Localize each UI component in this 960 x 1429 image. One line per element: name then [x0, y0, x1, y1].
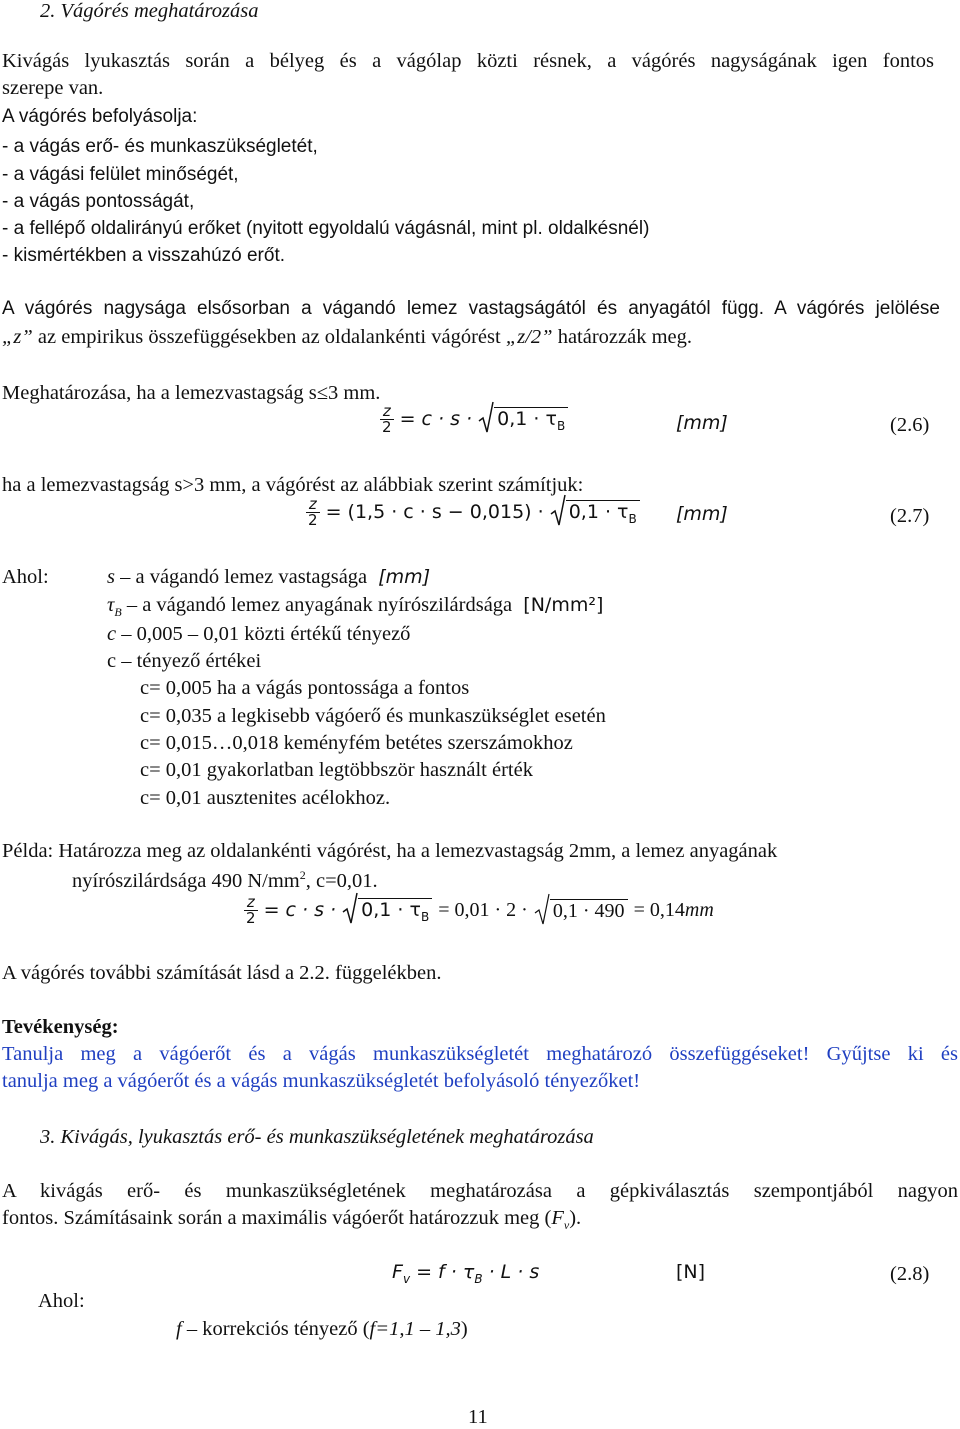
equation-2-7	[306, 497, 640, 528]
frac-den: 2	[246, 909, 256, 927]
c-value-item: c= 0,01 ausztenites acélokhoz.	[140, 787, 391, 809]
f-text: – korrekciós tényező (	[181, 1318, 370, 1340]
force-line-2	[2, 1207, 581, 1233]
frac-den: 2	[308, 511, 318, 529]
frac-num: z	[244, 895, 258, 911]
intro-line-1: Kivágás lyukasztás során a bélyeg és a vágólap közti résnek, a vágórés nagyságának igen fontos	[2, 50, 934, 72]
frac-num: z	[380, 404, 394, 420]
activity-line-2: tanulja meg a vágóerőt és a vágás munkaszükségletét befolyásoló tényezőket!	[2, 1070, 641, 1092]
f-text-end: )	[460, 1318, 468, 1340]
var-symbol: c	[107, 623, 117, 645]
further-reference: A vágórés további számítását lásd a 2.2. függelékben.	[2, 962, 442, 984]
f-value: f=1,1 – 1,3	[369, 1318, 461, 1340]
where-label-2: Ahol:	[38, 1290, 85, 1312]
var-text: – 0,005 – 0,01 közti értékű tényező	[116, 623, 411, 645]
result-unit: mm	[684, 899, 714, 921]
force-sub: v	[563, 1218, 570, 1233]
exponent: 2	[299, 868, 306, 882]
section-title-3: 3. Kivágás, lyukasztás erő- és munkaszükségletének meghatározása	[40, 1126, 594, 1148]
sqrt-radical-result	[534, 899, 628, 923]
radicand-sub: B	[628, 511, 637, 526]
example-equation	[244, 895, 714, 926]
size-paragraph-line-2	[2, 326, 692, 349]
activity-text-b: Gyűjtse ki és	[809, 1043, 958, 1065]
result-value: = 0,14	[633, 899, 685, 921]
influence-item: - kismértékben a visszahúzó erőt.	[2, 245, 286, 266]
equation-tail: · L · s	[488, 1261, 540, 1283]
equation-body: = c · s ·	[399, 408, 473, 430]
force-text-end: ).	[569, 1207, 582, 1229]
equation-label-2-6: (2.6)	[890, 414, 930, 436]
equation-body-sub: B	[474, 1271, 483, 1286]
z-half-symbol: „z/2”	[505, 326, 553, 348]
equation-label-2-8: (2.8)	[890, 1263, 930, 1285]
equation-lhs-sub: v	[402, 1271, 411, 1286]
equation-body: = c · s ·	[263, 899, 337, 921]
unit-mm: [mm]	[676, 412, 728, 434]
c-value-item: c= 0,035 a legkisebb vágóerő és munkaszükséglet esetén	[140, 705, 606, 727]
c-value-item: c= 0,015…0,018 keményfém betétes szerszámokhoz	[140, 732, 573, 754]
page-number: 11	[468, 1406, 488, 1428]
example-text: nyírószilárdsága 490 N/mm	[72, 869, 300, 892]
equation-2-8	[392, 1261, 539, 1286]
c-value-item: c= 0,01 gyakorlatban legtöbbször használt érték	[140, 759, 533, 781]
size-paragraph-text: az empirikus összefüggésekben az oldalankénti vágórést	[32, 326, 506, 348]
f-correction-line	[176, 1318, 468, 1341]
size-paragraph-line-1: A vágórés nagysága elsősorban a vágandó lemez vastagságától és anyagától függ. A vágórés jelölése	[2, 298, 940, 319]
frac-num: z	[306, 497, 320, 513]
radicand: 0,1 · τ	[361, 898, 421, 921]
equation-2-6	[380, 404, 568, 435]
f-symbol: f	[176, 1318, 182, 1340]
influence-item: - a vágás erő- és munkaszükségletét,	[2, 136, 318, 157]
influence-item: - a fellépő oldalirányú erőket (nyitott egyoldalú vágásnál, mint pl. oldalkésnél)	[2, 218, 650, 239]
fraction-z-2	[380, 404, 394, 435]
example-text-end: , c=0,01.	[305, 869, 378, 892]
influence-item: - a vágás pontosságát,	[2, 191, 195, 212]
activity-line-1	[2, 1043, 958, 1066]
def-thin-sheet: Meghatározása, ha a lemezvastagság s≤3 mm.	[2, 382, 381, 404]
equation-body: = (1,5 · c · s − 0,015) ·	[325, 501, 544, 523]
radicand-result: 0,1 · 490	[550, 899, 628, 923]
equation-lhs: F	[392, 1261, 403, 1283]
activity-title: Tevékenység:	[2, 1016, 119, 1038]
force-text: fontos. Számításaink során a maximális vágóerőt határozzuk meg (	[2, 1207, 552, 1229]
radicand: 0,1 · τ	[568, 500, 629, 523]
size-paragraph-end: határozzák meg.	[552, 326, 692, 348]
result-text: = 0,01 · 2 ·	[438, 899, 528, 921]
sqrt-radical	[550, 500, 640, 526]
influence-item: - a vágási felület minőségét,	[2, 164, 239, 185]
var-c-line	[107, 623, 410, 646]
def-thick-sheet: ha a lemezvastagság s>3 mm, a vágórést az alábbiak szerint számítjuk:	[2, 474, 584, 496]
sqrt-radical	[342, 898, 432, 924]
where-label: Ahol:	[2, 566, 49, 588]
section-title-2: 2. Vágórés meghatározása	[40, 0, 259, 22]
intro-line-2: szerepe van.	[2, 77, 104, 99]
c-value-item: c= 0,005 ha a vágás pontossága a fontos	[140, 677, 470, 699]
var-symbol: s	[107, 566, 115, 588]
z-symbol: „z”	[2, 326, 33, 348]
force-line-1: A kivágás erő- és munkaszükségletének meghatározása a gépkiválasztás szempontjából nagyon	[2, 1180, 958, 1202]
influences-title: A vágórés befolyásolja:	[2, 106, 198, 127]
force-symbol: F	[551, 1207, 564, 1229]
var-text: – a vágandó lemez vastagsága	[114, 566, 368, 588]
radicand: 0,1 · τ	[497, 407, 557, 430]
radicand-sub: B	[420, 909, 430, 924]
var-unit: [mm]	[378, 566, 431, 588]
radicand-sub: B	[556, 418, 566, 433]
example-line-1: Példa: Határozza meg az oldalankénti vágórést, ha a lemezvastagság 2mm, a lemez anyagának	[2, 840, 778, 862]
sqrt-radical	[478, 407, 568, 433]
equation-body: = f · τ	[416, 1261, 475, 1283]
c-values-title: c – tényező értékei	[107, 650, 262, 672]
var-text: – a vágandó lemez anyagának nyírószilárdsága	[121, 594, 513, 616]
activity-text-a: Tanulja meg a vágóerőt és a vágás munkaszükségletét meghatározó összefüggéseket!	[2, 1043, 810, 1065]
equation-label-2-7: (2.7)	[890, 505, 930, 527]
var-s-line	[107, 566, 430, 589]
var-tau-line	[107, 594, 603, 620]
fraction-z-2	[244, 895, 258, 926]
var-unit: [N/mm²]	[523, 594, 604, 616]
unit-newton: [N]	[676, 1261, 706, 1283]
var-symbol: τ	[107, 594, 115, 616]
unit-mm: [mm]	[676, 503, 728, 525]
example-line-2	[72, 868, 378, 893]
fraction-z-2	[306, 497, 320, 528]
var-subscript: B	[114, 605, 122, 620]
frac-den: 2	[382, 418, 392, 436]
